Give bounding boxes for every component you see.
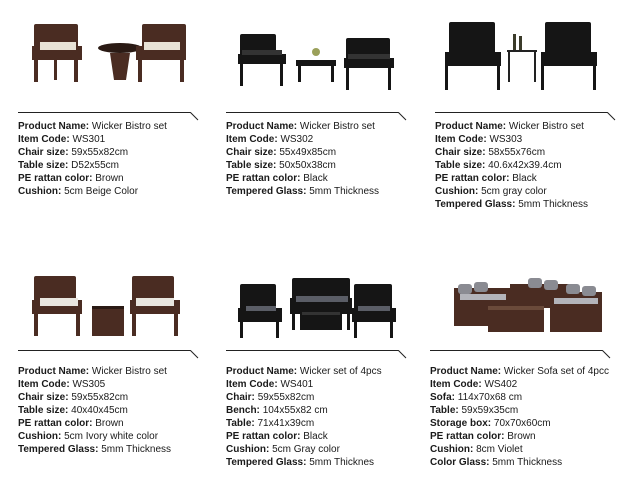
spec-row — [226, 378, 382, 391]
spec-value: D52x55cm — [71, 160, 119, 171]
divider-line — [226, 350, 398, 351]
spec-row — [18, 378, 171, 391]
divider-tick — [398, 112, 412, 124]
spec-label: Chair size: — [18, 147, 69, 158]
spec-row — [226, 456, 382, 469]
spec-label: PE rattan color: — [18, 418, 93, 429]
spec-value: 5mm Thickness — [309, 186, 380, 197]
spec-value: 40.6x42x39.4cm — [488, 160, 562, 171]
spec-label: Cushion: — [226, 444, 270, 455]
spec-label: Item Code: — [226, 134, 278, 145]
spec-label: PE rattan color: — [435, 173, 510, 184]
spec-value: Wicker Bistro set — [299, 121, 375, 132]
spec-label: PE rattan color: — [430, 431, 505, 442]
divider-tick — [190, 350, 204, 362]
product-card-ws402 — [430, 248, 635, 468]
spec-label: Tempered Glass: — [18, 444, 99, 455]
spec-row — [226, 172, 379, 185]
spec-row — [430, 417, 609, 430]
product-card-ws303 — [435, 0, 638, 210]
spec-value: 5mm Thickness — [101, 444, 172, 455]
spec-value: 5mm Thickness — [518, 199, 589, 210]
divider-line — [18, 350, 190, 351]
spec-label: Chair size: — [18, 392, 69, 403]
product-image-ws301 — [18, 0, 223, 95]
spec-row — [18, 443, 171, 456]
spec-label: Sofa: — [430, 392, 455, 403]
divider-tick — [602, 350, 616, 362]
product-spec-list — [435, 120, 588, 211]
spec-row — [18, 120, 167, 133]
spec-label: Tempered Glass: — [226, 457, 307, 468]
spec-label: Table size: — [18, 160, 69, 171]
spec-row — [18, 146, 167, 159]
spec-value: WS303 — [489, 134, 523, 145]
spec-row — [226, 133, 379, 146]
spec-label: Cushion: — [18, 431, 62, 442]
spec-label: Product Name: — [18, 121, 90, 132]
spec-row — [430, 443, 609, 456]
spec-row — [435, 172, 588, 185]
spec-row — [430, 365, 609, 378]
spec-row — [226, 430, 382, 443]
divider-line — [435, 112, 607, 113]
spec-value: 5cm Ivory white color — [64, 431, 159, 442]
spec-label: Tempered Glass: — [226, 186, 307, 197]
divider-line — [430, 350, 602, 351]
spec-value: Wicker Sofa set of 4pcc — [503, 366, 609, 377]
spec-label: PE rattan color: — [226, 173, 301, 184]
spec-value: 114x70x68 cm — [457, 392, 523, 403]
product-image-ws401 — [226, 248, 431, 343]
spec-value: WS401 — [280, 379, 314, 390]
spec-value: 59x55x82cm — [257, 392, 315, 403]
spec-value: 59x55x82cm — [71, 392, 129, 403]
spec-value: WS305 — [72, 379, 106, 390]
spec-value: WS301 — [72, 134, 106, 145]
spec-label: Chair size: — [435, 147, 486, 158]
spec-value: 40x40x45cm — [71, 405, 128, 416]
spec-label: Product Name: — [226, 366, 298, 377]
spec-value: 50x50x38cm — [279, 160, 336, 171]
divider-line — [18, 112, 190, 113]
spec-value: 5cm Beige Color — [64, 186, 139, 197]
spec-value: WS302 — [280, 134, 314, 145]
product-card-ws302 — [226, 0, 431, 197]
spec-label: Table size: — [18, 405, 69, 416]
spec-row — [18, 185, 167, 198]
spec-label: Cushion: — [435, 186, 479, 197]
spec-label: Item Code: — [18, 134, 70, 145]
spec-value: Wicker set of 4pcs — [299, 366, 382, 377]
spec-value: Black — [512, 173, 537, 184]
spec-value: 58x55x76cm — [488, 147, 546, 158]
spec-row — [226, 146, 379, 159]
spec-label: Table: — [430, 405, 459, 416]
spec-row — [18, 159, 167, 172]
spec-value: 8cm Violet — [476, 444, 523, 455]
spec-label: Product Name: — [18, 366, 90, 377]
spec-value: 71x41x39cm — [257, 418, 315, 429]
spec-row — [18, 430, 171, 443]
spec-value: 55x49x85cm — [279, 147, 337, 158]
spec-label: Table size: — [435, 160, 486, 171]
product-spec-list — [18, 365, 171, 456]
spec-row — [226, 443, 382, 456]
spec-label: Chair size: — [226, 147, 277, 158]
spec-row — [435, 146, 588, 159]
spec-row — [430, 391, 609, 404]
divider-line — [226, 112, 398, 113]
spec-row — [226, 159, 379, 172]
spec-label: Bench: — [226, 405, 260, 416]
spec-value: 5cm Gray color — [272, 444, 340, 455]
spec-label: Product Name: — [430, 366, 502, 377]
spec-row — [435, 133, 588, 146]
product-card-ws401 — [226, 248, 431, 468]
spec-value: 70x70x60cm — [493, 418, 551, 429]
spec-label: PE rattan color: — [226, 431, 301, 442]
product-card-ws305 — [18, 248, 223, 455]
spec-row — [430, 404, 609, 417]
spec-row — [18, 417, 171, 430]
spec-label: Table size: — [226, 160, 277, 171]
spec-row — [226, 391, 382, 404]
spec-label: Tempered Glass: — [435, 199, 516, 210]
spec-row — [435, 159, 588, 172]
spec-value: 59x59x35cm — [461, 405, 519, 416]
spec-value: Wicker Bistro set — [508, 121, 584, 132]
divider-tick — [607, 112, 621, 124]
spec-row — [226, 365, 382, 378]
spec-value: 59x55x82cm — [71, 147, 129, 158]
spec-row — [226, 417, 382, 430]
spec-label: Product Name: — [435, 121, 507, 132]
spec-label: Cushion: — [430, 444, 474, 455]
spec-value: Wicker Bistro set — [91, 366, 167, 377]
product-image-ws402 — [430, 248, 635, 343]
spec-row — [226, 185, 379, 198]
spec-row — [435, 185, 588, 198]
spec-label: Table: — [226, 418, 255, 429]
spec-row — [226, 404, 382, 417]
divider-tick — [398, 350, 412, 362]
spec-label: Item Code: — [430, 379, 482, 390]
spec-row — [435, 198, 588, 211]
spec-label: Storage box: — [430, 418, 492, 429]
spec-row — [430, 456, 609, 469]
spec-row — [18, 133, 167, 146]
product-image-ws305 — [18, 248, 223, 343]
spec-label: Cushion: — [18, 186, 62, 197]
spec-row — [18, 391, 171, 404]
spec-label: Item Code: — [18, 379, 70, 390]
product-image-ws303 — [435, 0, 638, 95]
spec-label: Item Code: — [226, 379, 278, 390]
spec-label: PE rattan color: — [18, 173, 93, 184]
spec-value: 5mm Thickness — [492, 457, 563, 468]
spec-value: Brown — [95, 173, 124, 184]
spec-row — [226, 120, 379, 133]
spec-row — [18, 365, 171, 378]
spec-value: Brown — [95, 418, 124, 429]
spec-value: 104x55x82 cm — [262, 405, 328, 416]
product-card-ws301 — [18, 0, 223, 197]
product-spec-list — [18, 120, 167, 198]
spec-value: 5cm gray color — [481, 186, 547, 197]
spec-value: Black — [303, 173, 328, 184]
spec-label: Product Name: — [226, 121, 298, 132]
divider-tick — [190, 112, 204, 124]
spec-value: Brown — [507, 431, 536, 442]
spec-label: Item Code: — [435, 134, 487, 145]
spec-row — [18, 172, 167, 185]
product-spec-list — [226, 120, 379, 198]
spec-row — [435, 120, 588, 133]
product-image-ws302 — [226, 0, 431, 95]
spec-label: Chair: — [226, 392, 255, 403]
spec-label: Color Glass: — [430, 457, 490, 468]
spec-value: Wicker Bistro set — [91, 121, 167, 132]
spec-value: 5mm Thicknes — [309, 457, 375, 468]
spec-row — [18, 404, 171, 417]
spec-row — [430, 430, 609, 443]
spec-value: Black — [303, 431, 328, 442]
spec-value: WS402 — [484, 379, 518, 390]
product-spec-list — [430, 365, 609, 469]
product-spec-list — [226, 365, 382, 469]
spec-row — [430, 378, 609, 391]
